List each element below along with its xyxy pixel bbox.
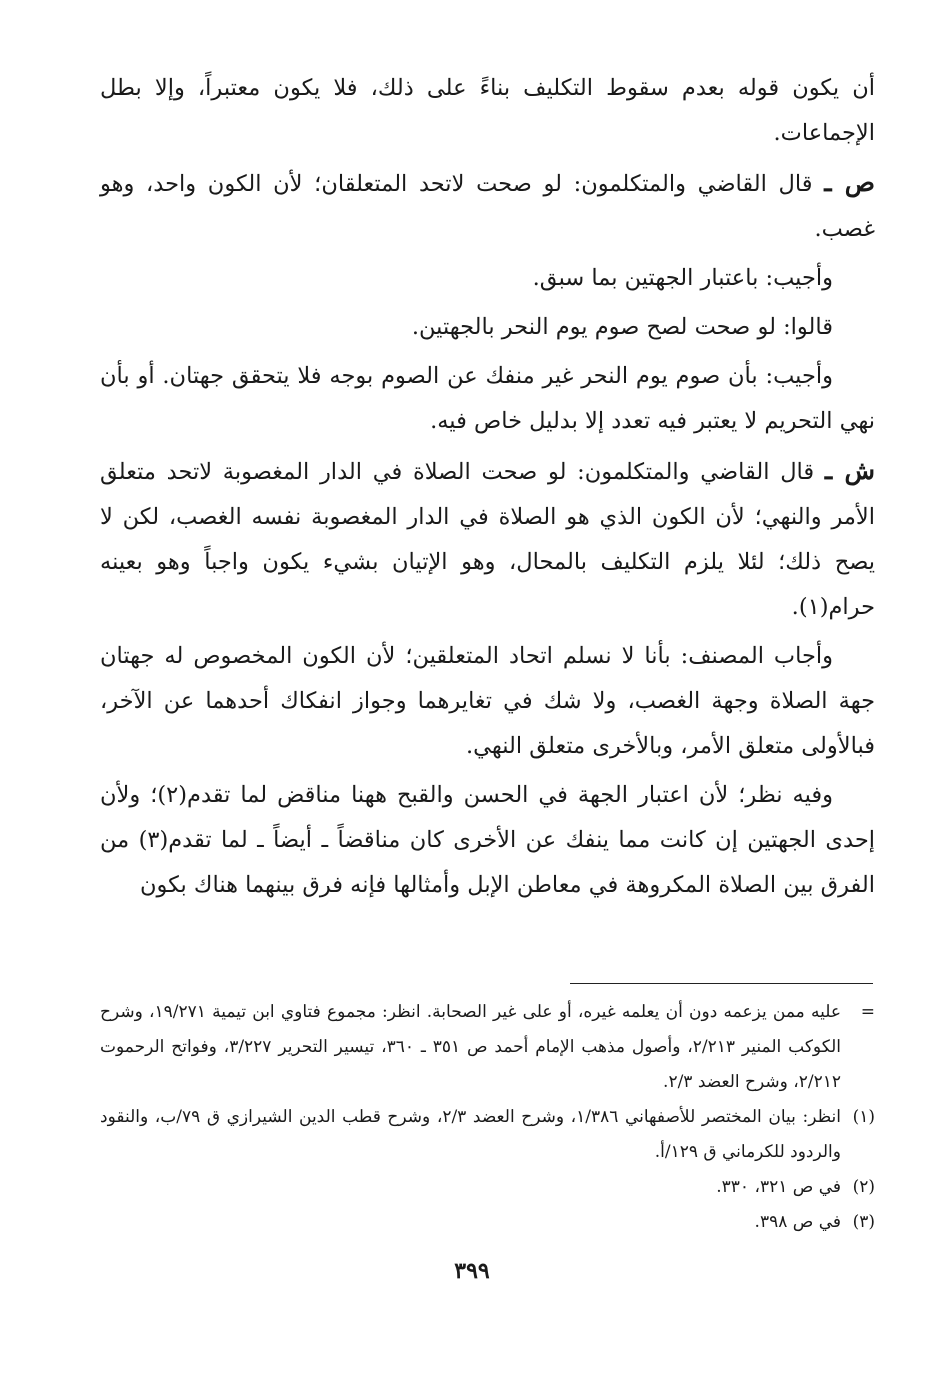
section-marker-sad: ص ـ bbox=[824, 168, 875, 197]
paragraph-1: أن يكون قوله بعدم سقوط التكليف بناءً على ذلك، فلا يكون معتبراً، وإلا بطل الإجماعات. bbox=[100, 75, 875, 146]
footnote-number: (٣) bbox=[852, 1212, 875, 1232]
paragraph-6 bbox=[100, 448, 875, 630]
footnote-number: = bbox=[860, 1002, 875, 1022]
paragraph-5: وأجيب: بأن صوم يوم النحر غير منفك عن الصوم بوجه فلا يتحقق جهتان. أو بأن نهي التحريم لا يعتبر فيه تعدد إلا بدليل خاص فيه. bbox=[100, 363, 875, 434]
footnote-text: في ص ٣٢١، ٣٣٠. bbox=[716, 1177, 841, 1197]
paragraph-3: وأجيب: باعتبار الجهتين بما سبق. bbox=[532, 265, 833, 291]
main-text bbox=[100, 66, 875, 912]
paragraph-6-text: قال القاضي والمتكلمون: لو صحت الصلاة في الدار المغصوبة لاتحد متعلق الأمر والنهي؛ لأن الكون الذي هو الصلاة في الدار المغصوبة نفسه الغصب، لكن لا يصح ذلك؛ لئلا يلزم التكليف بالمحال، وهو الإتيان بشيء يكون واجباً وهو بعينه حرام(١). bbox=[100, 459, 875, 620]
footnotes bbox=[100, 995, 875, 1240]
footnote-separator bbox=[570, 983, 873, 984]
footnote-2 bbox=[100, 1170, 875, 1205]
section-marker-shin: ش ـ bbox=[824, 456, 876, 485]
footnote-text: في ص ٣٩٨. bbox=[754, 1212, 841, 1232]
page-number: ٣٩٩ bbox=[454, 1258, 490, 1284]
footnote-1 bbox=[100, 1100, 875, 1170]
footnote-text: انظر: بيان المختصر للأصفهاني ١/٣٨٦، وشرح العضد ٢/٣، وشرح قطب الدين الشيرازي ق ٧٩/ب، والنقود والردود للكرماني ق ١٢٩/أ. bbox=[100, 1107, 841, 1162]
paragraph-4: قالوا: لو صحت لصح صوم يوم النحر بالجهتين. bbox=[411, 314, 833, 340]
footnote-3 bbox=[100, 1205, 875, 1240]
paragraph-8: وفيه نظر؛ لأن اعتبار الجهة في الحسن والقبح ههنا مناقض لما تقدم(٢)؛ ولأن إحدى الجهتين إن كانت مما ينفك عن الأخرى كان مناقضاً ـ أيضاً ـ لما تقدم(٣) من الفرق بين الصلاة المكروهة في معاطن الإبل وأمثالها فإنه فرق بينهما هناك بكون bbox=[100, 782, 875, 898]
paragraph-2 bbox=[100, 160, 875, 252]
footnote-continuation bbox=[100, 995, 875, 1100]
footnote-text: عليه ممن يزعمه دون أن يعلمه غيره، أو على غير الصحابة. انظر: مجموع فتاوي ابن تيمية ١٩/٢٧١، وشرح الكوكب المنير ٢/٢١٣، وأصول مذهب الإمام أحمد ص ٣٥١ ـ ٣٦٠، تيسير التحرير ٣/٢٢٧، وفواتح الرحموت ٢/٢١٢، وشرح العضد ٢/٣. bbox=[100, 1002, 842, 1092]
paragraph-2-text: قال القاضي والمتكلمون: لو صحت لاتحد المتعلقان؛ لأن الكون واحد، وهو غصب. bbox=[100, 171, 875, 242]
footnote-number: (٢) bbox=[852, 1177, 875, 1197]
footnote-number: (١) bbox=[852, 1107, 875, 1127]
paragraph-7: وأجاب المصنف: بأنا لا نسلم اتحاد المتعلقين؛ لأن الكون المخصوص له جهتان جهة الصلاة وجهة الغصب، ولا شك في تغايرهما وجواز انفكاك أحدهما عن الآخر، فبالأولى متعلق الأمر، وبالأخرى متعلق النهي. bbox=[100, 643, 875, 759]
